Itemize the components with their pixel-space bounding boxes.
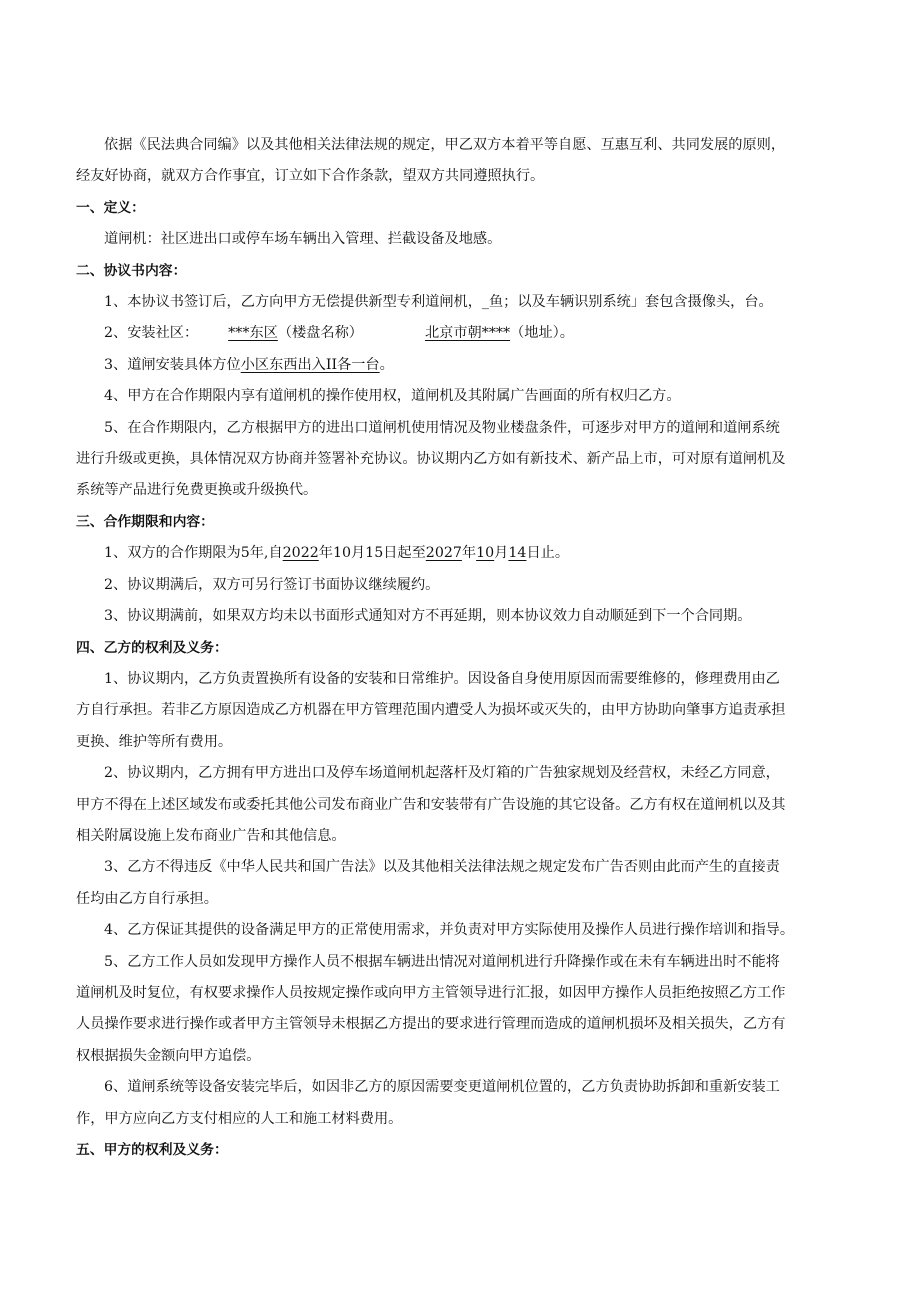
install-location: 小区东西出入II各一台	[240, 356, 380, 373]
clause-2-1: 1、本协议书签订后，乙方向甲方无偿提供新型专利道闸机，_鱼；以及车辆识别系统」套包含摄像头，台。	[104, 294, 773, 311]
preamble-line-1: 依据《民法典合同编》以及其他相关法律法规的规定，甲乙双方本着平等自愿、互惠互利、共同发展的原则，	[104, 137, 786, 153]
community-note: （楼盘名称）	[277, 325, 363, 342]
section-4-heading: 四、乙方的权利及义务：	[76, 639, 228, 656]
clause-4-5-line-2: 道闸机及时复位，有权要求操作人员按规定操作或向甲方主管领导进行汇报，如因甲方操作人员拒绝按照乙方工作	[76, 984, 786, 1001]
section-5-heading: 五、甲方的权利及义务：	[76, 1142, 228, 1158]
term-text-a: 1、双方的合作期限为5年,自	[104, 545, 283, 562]
term-text-c: 年	[461, 545, 477, 562]
clause-2-3	[76, 350, 856, 381]
clause-2-2	[76, 318, 856, 349]
clause-4-5-line-4: 权根据损失金额向甲方追偿。	[76, 1047, 261, 1064]
section-1-heading: 一、定义：	[76, 199, 145, 216]
clause-4-1-line-1: 1、协议期内，乙方负责置换所有设备的安装和日常维护。因设备自身使用原因而需要维修的，修理费用由乙	[104, 670, 780, 687]
start-year: 2022	[282, 545, 319, 562]
address-note: （地址）。	[510, 325, 574, 342]
clause-4-2-line-3: 相关附属设施上发布商业广告和其他信息。	[76, 827, 346, 844]
term-text-d: 月	[494, 545, 509, 562]
clause-4-6-line-1: 6、道闸系统等设备安装完毕后，如因非乙方的原因需要变更道闸机位置的，乙方负责协助拆卸和重新安装工	[104, 1079, 780, 1096]
clause-4-3-line-2: 任均由乙方自行承担。	[76, 890, 218, 907]
clause-2-5-line-3: 系统等产品进行免费更换或升级换代。	[76, 482, 318, 499]
clause-2-5-line-2: 进行升级或更换，具体情况双方协商并签署补充协议。协议期内乙方如有新技术、新产品上市，可对原有道闸机及	[76, 451, 786, 468]
clause-4-4: 4、乙方保证其提供的设备满足甲方的正常使用需求，并负责对甲方实际使用及操作人员进行操作培训和指导。	[104, 922, 795, 939]
clause-4-5-line-3: 人员操作要求进行操作或者甲方主管领导未根据乙方提出的要求进行管理而造成的道闸机损坏及相关损失，乙方有	[76, 1016, 786, 1033]
clause-4-3-line-1: 3、乙方不得违反《中华人民共和国广告法》以及其他相关法律法规之规定发布广告否则由此而产生的直接责	[104, 859, 780, 876]
section-2-heading: 二、协议书内容：	[76, 262, 187, 279]
clause-4-6-line-2: 作，甲方应向乙方支付相应的人工和施工材料费用。	[76, 1110, 403, 1127]
clause-3-1	[76, 538, 856, 569]
end-month: 10	[476, 545, 495, 562]
section-3-heading: 三、合作期限和内容：	[76, 513, 214, 530]
preamble-line-2: 经友好协商，就双方合作事宜，订立如下合作条款，望双方共同遵照执行。	[76, 168, 545, 185]
definition-text: 道闸机：社区进出口或停车场车辆出入管理、拦截设备及地感。	[104, 231, 502, 248]
community-address: 北京市朝****	[424, 325, 511, 342]
contract-page	[76, 130, 856, 1166]
clause-4-5-line-1: 5、乙方工作人员如发现甲方操作人员不根据车辆进出情况对道闸机进行升降操作或在未有车辆进出时不能将	[104, 953, 780, 970]
end-day: 14	[508, 545, 527, 562]
community-name: ***东区	[228, 325, 278, 342]
clause-2-2-label: 2、安装社区：	[104, 325, 199, 342]
clause-2-4: 4、甲方在合作期限内享有道闸机的操作使用权，道闸机及其附属广告画面的所有权归乙方。	[104, 388, 681, 405]
end-year: 2027	[425, 545, 462, 562]
clause-4-1-line-3: 更换、维护等所有费用。	[76, 733, 233, 750]
clause-2-5-line-1: 5、在合作期限内，乙方根据甲方的进出口道闸机使用情况及物业楼盘条件，可逐步对甲方的道闸和道闸系统	[104, 419, 780, 436]
term-text-e: 日止。	[526, 545, 570, 562]
term-text-b: 年10月15日起至	[318, 545, 426, 562]
clause-2-3-prefix: 3、道闸安装具体方位	[104, 356, 241, 373]
clause-2-3-suffix: 。	[379, 356, 394, 373]
clause-3-2: 2、协议期满后，双方可另行签订书面协议继续履约。	[104, 576, 440, 593]
clause-4-1-line-2: 方自行承担。若非乙方原因造成乙方机器在甲方管理范围内遭受人为损坏或灭失的，由甲方协助向肇事方追责承担	[76, 702, 786, 719]
clause-4-2-line-1: 2、协议期内，乙方拥有甲方进出口及停车场道闸机起落杆及灯箱的广告独家规划及经营权，未经乙方同意，	[104, 765, 780, 782]
clause-4-2-line-2: 甲方不得在上述区域发布或委托其他公司发布商业广告和安装带有广告设施的其它设备。乙方有权在道闸机以及其	[76, 796, 786, 813]
clause-3-3: 3、协议期满前，如果双方均未以书面形式通知对方不再延期，则本协议效力自动顺延到下一个合同期。	[104, 608, 752, 625]
